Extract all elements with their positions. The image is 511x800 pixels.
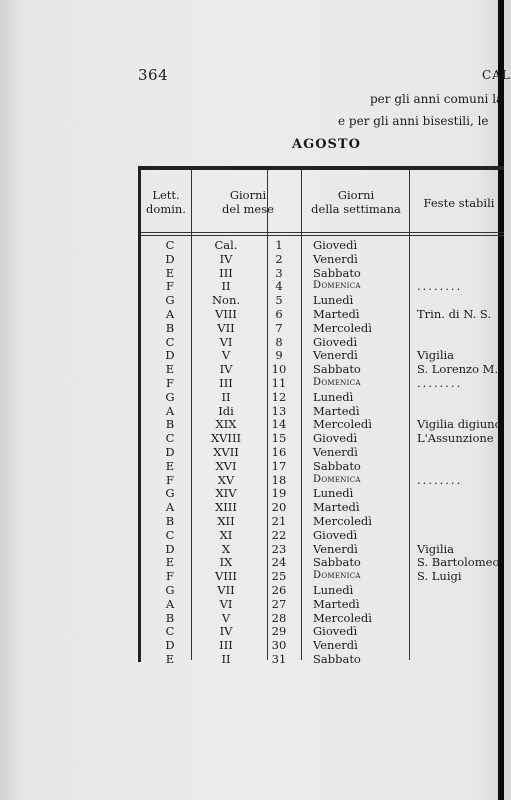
- feast-cell: S. Luigi: [417, 569, 462, 584]
- table-row: [141, 348, 507, 362]
- roman-day-cell: XVII: [213, 445, 239, 459]
- weekday-cell: Mercoledì: [313, 320, 372, 335]
- roman-day-cell: Idi: [218, 403, 234, 418]
- dominical-letter-cell: C: [165, 624, 175, 639]
- weekday-cell: Lunedì: [313, 389, 354, 404]
- day-number-cell: 28: [271, 610, 287, 625]
- table-row: [141, 611, 507, 625]
- day-number-cell: 8: [275, 334, 283, 349]
- roman-day-cell: IV: [219, 362, 233, 377]
- table-row: [141, 390, 507, 404]
- weekday-cell: Giovedì: [313, 527, 358, 542]
- table-row: [141, 624, 507, 638]
- dominical-letter-cell: F: [166, 376, 174, 390]
- weekday-cell: Venerdì: [313, 348, 358, 363]
- page-number: 364: [138, 66, 169, 84]
- dominical-letter-cell: E: [165, 458, 175, 473]
- day-number-cell: 31: [271, 652, 287, 666]
- dominical-letter-cell: E: [165, 265, 175, 280]
- day-number-cell: 21: [271, 514, 287, 528]
- feast-cell: Vigilia digiuno: [417, 417, 502, 432]
- feast-cell: Trin. di N. S.: [417, 307, 492, 321]
- roman-day-cell: II: [221, 279, 231, 294]
- day-number-cell: 11: [271, 376, 287, 390]
- header-giorni-settimana: Giorni della settimana: [311, 188, 401, 216]
- day-number-cell: 12: [271, 389, 287, 404]
- table-row: [141, 238, 507, 252]
- table-row: [141, 583, 507, 597]
- weekday-cell: Martedì: [313, 307, 360, 321]
- dominical-letter-cell: C: [165, 238, 175, 252]
- roman-day-cell: XIX: [215, 417, 237, 432]
- weekday-cell: Mercoledì: [313, 610, 372, 625]
- dominical-letter-cell: G: [165, 293, 175, 308]
- weekday-cell: Sabbato: [313, 362, 361, 377]
- dominical-letter-cell: A: [165, 500, 175, 515]
- table-row: [141, 417, 507, 431]
- dominical-letter-cell: G: [165, 486, 175, 501]
- roman-day-cell: XVI: [215, 458, 237, 473]
- dominical-letter-cell: A: [165, 403, 175, 418]
- table-row: [141, 597, 507, 611]
- dominical-letter-cell: C: [165, 334, 175, 349]
- dominical-letter-cell: F: [166, 472, 174, 487]
- table-row: [141, 279, 507, 293]
- roman-day-cell: II: [221, 652, 231, 666]
- table-row: [141, 638, 507, 652]
- day-number-cell: 30: [271, 638, 287, 653]
- day-number-cell: 14: [271, 417, 287, 432]
- dominical-letter-cell: E: [165, 652, 175, 666]
- feast-cell: Vigilia: [417, 541, 455, 556]
- table-row: [141, 652, 507, 666]
- table-row: [141, 321, 507, 335]
- header-giorni-mese: Giorni del mese: [222, 188, 274, 216]
- weekday-cell: Sabbato: [313, 652, 361, 666]
- day-number-cell: 19: [271, 486, 287, 501]
- roman-day-cell: III: [219, 638, 233, 653]
- roman-day-cell: IV: [219, 251, 233, 266]
- day-number-cell: 23: [271, 541, 287, 556]
- roman-day-cell: Cal.: [214, 238, 238, 252]
- table-row: [141, 486, 507, 500]
- weekday-cell: Mercoledì: [313, 417, 372, 432]
- dominical-letter-cell: A: [165, 596, 175, 611]
- day-number-cell: 17: [271, 458, 287, 473]
- feast-cell: ........: [417, 279, 463, 294]
- dominical-letter-cell: D: [165, 445, 175, 459]
- day-number-cell: 10: [271, 362, 287, 377]
- feast-cell: ........: [417, 472, 463, 487]
- table-row: [141, 542, 507, 556]
- table-row: [141, 514, 507, 528]
- weekday-cell: Giovedì: [313, 238, 358, 252]
- dominical-letter-cell: C: [165, 527, 175, 542]
- day-number-cell: 18: [271, 472, 287, 487]
- roman-day-cell: II: [221, 389, 231, 404]
- weekday-cell: Giovedì: [313, 624, 358, 639]
- dominical-letter-cell: C: [165, 431, 175, 446]
- weekday-cell: Lunedì: [313, 486, 354, 501]
- dominical-letter-cell: B: [165, 320, 175, 335]
- roman-day-cell: XIII: [215, 500, 237, 515]
- dominical-letter-cell: E: [165, 362, 175, 377]
- dominical-letter-cell: E: [165, 555, 175, 570]
- day-number-cell: 7: [275, 320, 283, 335]
- calendar-table: [138, 166, 504, 666]
- day-number-cell: 13: [271, 403, 287, 418]
- roman-day-cell: V: [221, 610, 231, 625]
- table-row: [141, 252, 507, 266]
- table-row: [141, 459, 507, 473]
- table-row: [141, 335, 507, 349]
- day-number-cell: 16: [271, 445, 287, 459]
- dominical-letter-cell: D: [165, 348, 175, 363]
- weekday-cell: Sabbato: [313, 265, 361, 280]
- day-number-cell: 3: [275, 265, 283, 280]
- subtitle-line-1: per gli anni comuni la: [370, 92, 504, 106]
- day-number-cell: 6: [275, 307, 283, 321]
- day-number-cell: 1: [275, 238, 283, 252]
- roman-day-cell: VII: [217, 583, 235, 597]
- table-row: [141, 376, 507, 390]
- day-number-cell: 27: [271, 596, 287, 611]
- weekday-cell: Giovedì: [313, 334, 358, 349]
- roman-day-cell: VI: [219, 596, 233, 611]
- weekday-cell: Sabbato: [313, 458, 361, 473]
- feast-cell: L'Assunzione: [417, 431, 494, 446]
- weekday-cell: Mercoledì: [313, 514, 372, 528]
- day-number-cell: 25: [271, 569, 287, 584]
- day-number-cell: 9: [275, 348, 283, 363]
- day-number-cell: 26: [271, 583, 287, 597]
- table-row: [141, 431, 507, 445]
- dominical-letter-cell: B: [165, 417, 175, 432]
- weekday-cell: Venerdì: [313, 251, 358, 266]
- weekday-cell: Martedì: [313, 500, 360, 515]
- table-row: [141, 266, 507, 280]
- feast-cell: ........: [417, 376, 463, 390]
- month-title: AGOSTO: [292, 137, 361, 152]
- roman-day-cell: XIV: [215, 486, 237, 501]
- roman-day-cell: IV: [219, 624, 233, 639]
- table-row: [141, 307, 507, 321]
- table-row: [141, 293, 507, 307]
- roman-day-cell: III: [219, 376, 233, 390]
- weekday-cell: Domenica: [313, 280, 361, 292]
- subtitle-line-2: e per gli anni bisestili, le: [338, 114, 489, 128]
- table-row: [141, 473, 507, 487]
- day-number-cell: 24: [271, 555, 287, 570]
- weekday-cell: Domenica: [313, 473, 361, 485]
- roman-day-cell: VIII: [215, 569, 237, 584]
- header-lettere-domenicali: Lett. domin.: [146, 188, 186, 216]
- roman-day-cell: VIII: [215, 307, 237, 321]
- weekday-cell: Martedì: [313, 596, 360, 611]
- dominical-letter-cell: F: [166, 569, 174, 584]
- table-row: [141, 528, 507, 542]
- header-rule: [141, 232, 504, 233]
- table-row: [141, 569, 507, 583]
- roman-day-cell: VI: [219, 334, 233, 349]
- weekday-cell: Martedì: [313, 403, 360, 418]
- table-row: [141, 445, 507, 459]
- day-number-cell: 29: [271, 624, 287, 639]
- table-row: [141, 555, 507, 569]
- weekday-cell: Domenica: [313, 377, 361, 388]
- roman-day-cell: XV: [217, 472, 235, 487]
- day-number-cell: 15: [271, 431, 287, 446]
- dominical-letter-cell: D: [165, 251, 175, 266]
- weekday-cell: Sabbato: [313, 555, 361, 570]
- header-rule: [141, 235, 504, 236]
- feast-cell: S. Lorenzo M.: [417, 362, 499, 377]
- dominical-letter-cell: G: [165, 389, 175, 404]
- table-row: [141, 500, 507, 514]
- dominical-letter-cell: A: [165, 307, 175, 321]
- day-number-cell: 22: [271, 527, 287, 542]
- roman-day-cell: Non.: [211, 293, 241, 308]
- roman-day-cell: VII: [217, 320, 235, 335]
- weekday-cell: Domenica: [313, 570, 361, 582]
- weekday-cell: Giovedì: [313, 431, 358, 446]
- table-row: [141, 404, 507, 418]
- weekday-cell: Lunedì: [313, 293, 354, 308]
- weekday-cell: Venerdì: [313, 541, 358, 556]
- feast-cell: Vigilia: [417, 348, 455, 363]
- roman-day-cell: III: [219, 265, 233, 280]
- running-head: CAL: [482, 68, 511, 82]
- dominical-letter-cell: D: [165, 541, 175, 556]
- day-number-cell: 5: [275, 293, 283, 308]
- dominical-letter-cell: D: [165, 638, 175, 653]
- roman-day-cell: XI: [219, 527, 233, 542]
- dominical-letter-cell: F: [166, 279, 174, 294]
- dominical-letter-cell: B: [165, 610, 175, 625]
- roman-day-cell: V: [221, 348, 231, 363]
- weekday-cell: Lunedì: [313, 583, 354, 597]
- dominical-letter-cell: B: [165, 514, 175, 528]
- weekday-cell: Venerdì: [313, 445, 358, 459]
- dominical-letter-cell: G: [165, 583, 175, 597]
- day-number-cell: 4: [275, 279, 283, 294]
- day-number-cell: 2: [275, 251, 283, 266]
- roman-day-cell: IX: [219, 555, 233, 570]
- roman-day-cell: XVIII: [210, 431, 242, 446]
- feast-cell: S. Bartolomeo: [417, 555, 500, 570]
- roman-day-cell: XII: [217, 514, 235, 528]
- header-feste-stabili: Feste stabili: [423, 196, 495, 210]
- table-row: [141, 362, 507, 376]
- weekday-cell: Venerdì: [313, 638, 358, 653]
- roman-day-cell: X: [221, 541, 231, 556]
- day-number-cell: 20: [271, 500, 287, 515]
